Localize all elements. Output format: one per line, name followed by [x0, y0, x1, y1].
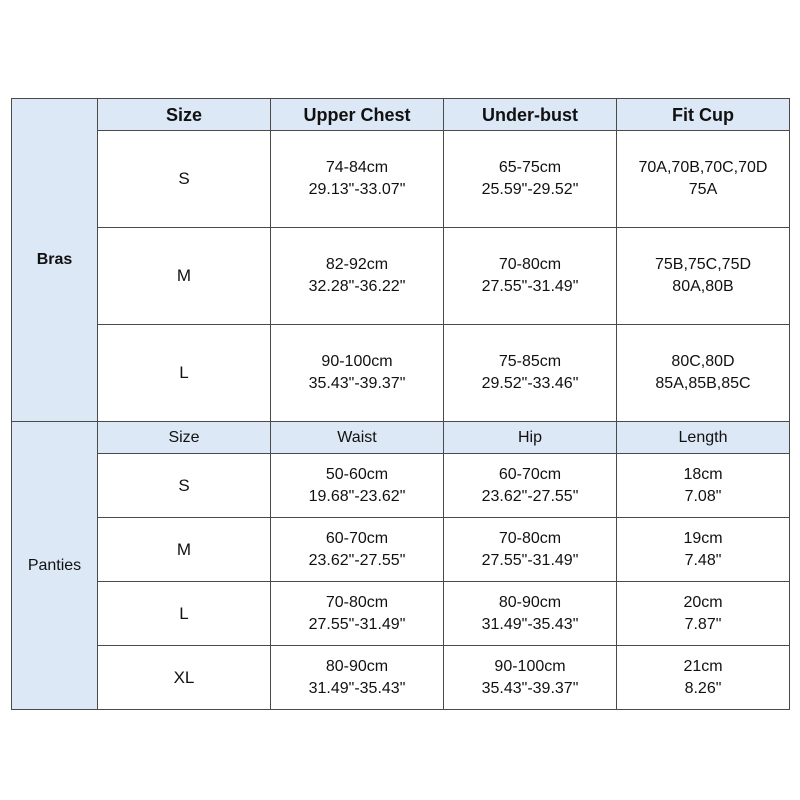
table-row — [12, 646, 790, 710]
size-chart-table — [11, 98, 790, 710]
length-cell: 18cm 7.08" — [617, 454, 790, 518]
bras-header-fit-cup: Fit Cup — [617, 99, 790, 131]
bras-category-label: Bras — [12, 99, 98, 422]
panties-header-hip: Hip — [444, 422, 617, 454]
panties-size-cell: L — [98, 582, 271, 646]
upper-chest-cell: 82-92cm 32.28"-36.22" — [271, 228, 444, 325]
under-bust-cell: 75-85cm 29.52"-33.46" — [444, 325, 617, 422]
bras-header-row — [12, 99, 790, 131]
length-cell: 20cm 7.87" — [617, 582, 790, 646]
bras-size-cell: M — [98, 228, 271, 325]
under-bust-cell: 65-75cm 25.59"-29.52" — [444, 131, 617, 228]
length-cell: 21cm 8.26" — [617, 646, 790, 710]
table-row — [12, 518, 790, 582]
bras-header-under-bust: Under-bust — [444, 99, 617, 131]
table-row — [12, 454, 790, 518]
fit-cup-cell: 80C,80D 85A,85B,85C — [617, 325, 790, 422]
bras-size-cell: S — [98, 131, 271, 228]
panties-header-waist: Waist — [271, 422, 444, 454]
fit-cup-cell: 75B,75C,75D 80A,80B — [617, 228, 790, 325]
waist-cell: 50-60cm 19.68"-23.62" — [271, 454, 444, 518]
bras-header-size: Size — [98, 99, 271, 131]
table-row — [12, 131, 790, 228]
length-cell: 19cm 7.48" — [617, 518, 790, 582]
hip-cell: 60-70cm 23.62"-27.55" — [444, 454, 617, 518]
waist-cell: 60-70cm 23.62"-27.55" — [271, 518, 444, 582]
waist-cell: 70-80cm 27.55"-31.49" — [271, 582, 444, 646]
panties-header-row — [12, 422, 790, 454]
panties-category-label: Panties — [12, 422, 98, 710]
under-bust-cell: 70-80cm 27.55"-31.49" — [444, 228, 617, 325]
upper-chest-cell: 74-84cm 29.13"-33.07" — [271, 131, 444, 228]
hip-cell: 90-100cm 35.43"-39.37" — [444, 646, 617, 710]
table-row — [12, 228, 790, 325]
panties-size-cell: XL — [98, 646, 271, 710]
fit-cup-cell: 70A,70B,70C,70D 75A — [617, 131, 790, 228]
hip-cell: 80-90cm 31.49"-35.43" — [444, 582, 617, 646]
bras-header-upper-chest: Upper Chest — [271, 99, 444, 131]
upper-chest-cell: 90-100cm 35.43"-39.37" — [271, 325, 444, 422]
bras-size-cell: L — [98, 325, 271, 422]
table-row — [12, 325, 790, 422]
panties-size-cell: M — [98, 518, 271, 582]
table-row — [12, 582, 790, 646]
panties-header-length: Length — [617, 422, 790, 454]
panties-size-cell: S — [98, 454, 271, 518]
panties-header-size: Size — [98, 422, 271, 454]
hip-cell: 70-80cm 27.55"-31.49" — [444, 518, 617, 582]
waist-cell: 80-90cm 31.49"-35.43" — [271, 646, 444, 710]
